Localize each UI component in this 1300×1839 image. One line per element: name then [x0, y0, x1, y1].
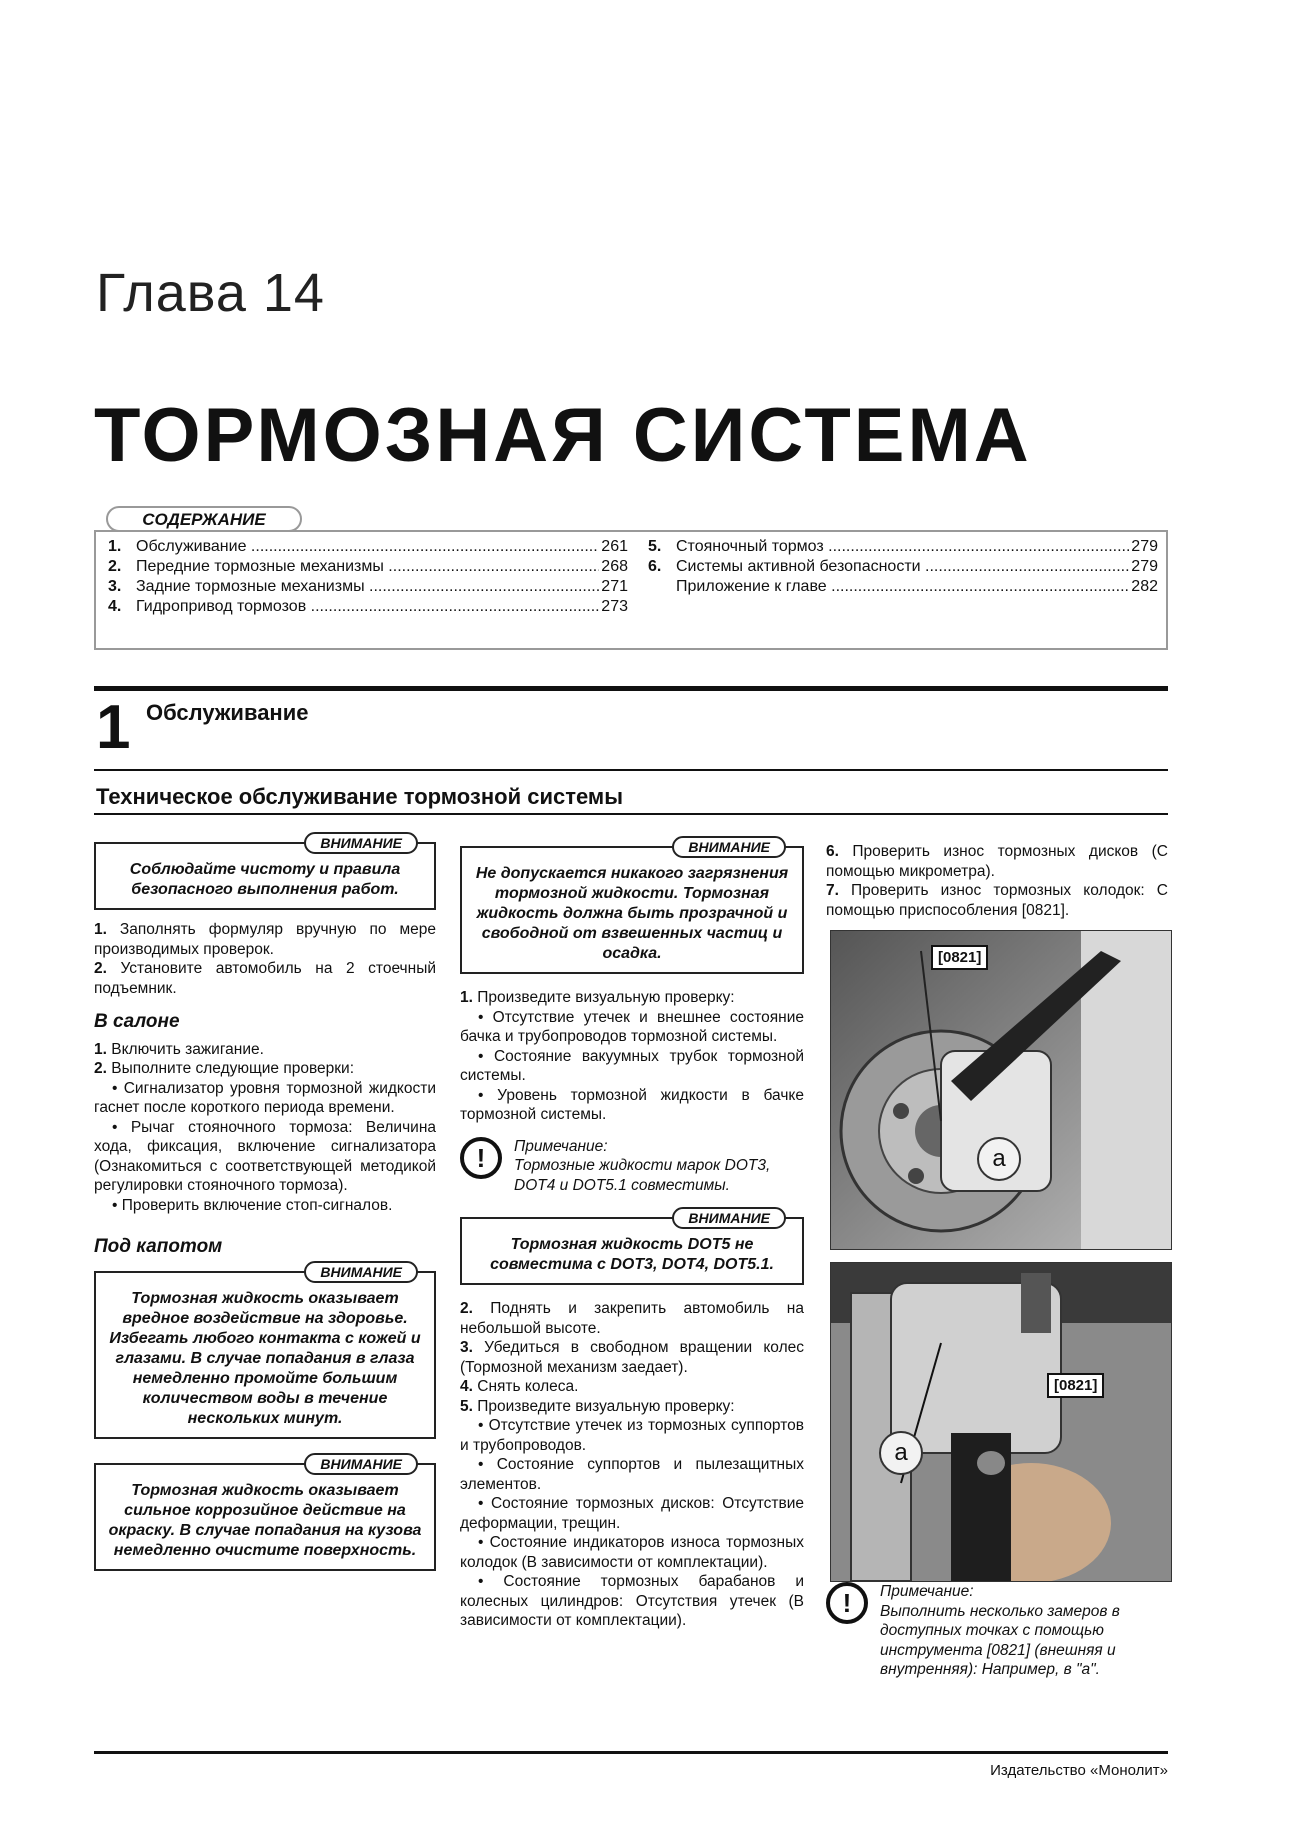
note-text: Выполнить несколько замеров в доступных точках с помощью инструмента [0821] (внешняя и внутренняя): Например, в "а". — [880, 1602, 1120, 1678]
bullet-item: • Рычаг стояночного тормоза: Величина хода, фиксация, включение сигнализатора (Ознакомиться с соответствующей методикой регулировки стояночного тормоза). — [94, 1118, 436, 1194]
step-item: 2. Установите автомобиль на 2 стоечный подъемник. — [94, 960, 436, 997]
bullet-item: • Состояние суппортов и пылезащитных элементов. — [460, 1456, 804, 1493]
chapter-label: Глава 14 — [96, 263, 325, 323]
step-item: 6. Проверить износ тормозных дисков (С помощью микрометра). — [826, 843, 1168, 880]
section-rule — [94, 686, 1168, 691]
brake-disc-photo-2 — [830, 1262, 1172, 1582]
note-text: Тормозные жидкости марок DOT3, DOT4 и DOT5.1 совместимы. — [514, 1157, 771, 1194]
toc-label: СОДЕРЖАНИЕ — [106, 506, 302, 532]
warning-box — [460, 839, 804, 974]
caliper-illustration — [831, 1263, 1171, 1581]
toc-item[interactable]: 1. Обслуживание ..... 261 — [108, 537, 628, 557]
callout-marker: a — [977, 1137, 1021, 1181]
exclamation-icon: ! — [826, 1582, 868, 1624]
warning-text: Соблюдайте чистоту и правила безопасного выполнения работ. — [129, 861, 401, 898]
toc-item[interactable]: 4. Гидропривод тормозов ..... 273 — [108, 597, 628, 617]
brake-disc-illustration — [831, 931, 1171, 1249]
tool-tag: [0821] — [1047, 1373, 1104, 1398]
exclamation-icon: ! — [460, 1137, 502, 1179]
subheading-hood: Под капотом — [94, 1236, 223, 1257]
warning-label: ВНИМАНИЕ — [672, 836, 786, 858]
section-title: Обслуживание — [146, 700, 309, 725]
publisher-footer: Издательство «Монолит» — [990, 1762, 1168, 1779]
step-item: 2. Выполните следующие проверки: — [94, 1060, 355, 1077]
column-2 — [460, 839, 804, 1631]
bullet-item: • Проверить включение стоп-сигналов. — [112, 1196, 393, 1214]
step-item: 4. Снять колеса. — [460, 1378, 579, 1395]
bullet-item: • Состояние вакуумных трубок тормозной системы. — [460, 1047, 804, 1084]
warning-label: ВНИМАНИЕ — [304, 1453, 418, 1475]
note-label: Примечание: — [514, 1137, 608, 1155]
step-item: 1. Произведите визуальную проверку: — [460, 989, 735, 1006]
note-block — [460, 1137, 804, 1196]
subsection-title: Техническое обслуживание тормозной системы — [96, 784, 623, 809]
warning-label: ВНИМАНИЕ — [672, 1207, 786, 1229]
step-item: 2. Поднять и закрепить автомобиль на небольшой высоте. — [460, 1300, 804, 1337]
subheading-salon: В салоне — [94, 1011, 180, 1032]
warning-text: Тормозная жидкость оказывает вредное воздействие на здоровье. Избегать любого контакта с кожей и глазами. В случае попадания в глаза немедленно промойте большим количеством воды в течение нескольких минут. — [109, 1289, 421, 1427]
toc-item[interactable]: 6. Системы активной безопасности ..... 279 — [648, 557, 1158, 577]
warning-box — [94, 1263, 436, 1439]
warning-label: ВНИМАНИЕ — [304, 1261, 418, 1283]
bullet-item: • Отсутствие утечек из тормозных суппортов и трубопроводов. — [460, 1417, 804, 1454]
note-label: Примечание: — [880, 1583, 974, 1600]
section-number: 1 — [96, 693, 131, 762]
subsection-rule-bottom — [94, 813, 1168, 815]
footer-rule — [94, 1751, 1168, 1754]
bullet-item: • Уровень тормозной жидкости в бачке тормозной системы. — [460, 1086, 804, 1123]
page-title: ТОРМОЗНАЯ СИСТЕМА — [94, 393, 1032, 478]
step-item: 3. Убедиться в свободном вращении колес (Тормозной механизм заедает). — [460, 1339, 804, 1376]
toc-item[interactable]: Приложение к главе ..... 282 — [648, 577, 1158, 597]
tool-tag: [0821] — [931, 945, 988, 970]
bullet-item: • Отсутствие утечек и внешнее состояние бачка и трубопроводов тормозной системы. — [460, 1008, 804, 1045]
bullet-item: • Сигнализатор уровня тормозной жидкости гаснет после короткого периода времени. — [94, 1079, 436, 1116]
warning-box — [94, 835, 436, 910]
column-3 — [826, 842, 1168, 920]
step-item: 1. Заполнять формуляр вручную по мере производимых проверок. — [94, 921, 436, 958]
column-3-note — [826, 1582, 1168, 1692]
subsection-rule-top — [94, 769, 1168, 771]
step-item: 5. Произведите визуальную проверку: — [460, 1397, 735, 1415]
warning-text: Не допускается никакого загрязнения тормозной жидкости. Тормозная жидкость должна быть прозрачной и свободной от взвешенных частиц и осадка. — [475, 865, 789, 962]
note-block — [826, 1582, 1168, 1680]
toc-item[interactable]: 3. Задние тормозные механизмы ..... 271 — [108, 577, 628, 597]
step-item: 1. Включить зажигание. — [94, 1040, 264, 1058]
bullet-item: • Состояние тормозных дисков: Отсутствие деформации, трещин. — [460, 1495, 804, 1532]
bullet-item: • Состояние тормозных барабанов и колесных цилиндров: Отсутствия утечек (В зависимости от комплектации). — [460, 1573, 804, 1629]
warning-text: Тормозная жидкость оказывает сильное коррозийное действие на окраску. В случае попадания на кузова немедленно очистите поверхность. — [108, 1481, 422, 1559]
warning-box — [94, 1455, 436, 1571]
brake-disc-photo-1 — [830, 930, 1172, 1250]
step-item: 7. Проверить износ тормозных колодок: С помощью приспособления [0821]. — [826, 882, 1168, 919]
bullet-item: • Состояние индикаторов износа тормозных колодок (В зависимости от комплектации). — [460, 1534, 804, 1571]
warning-label: ВНИМАНИЕ — [304, 832, 418, 854]
column-1 — [94, 835, 436, 1571]
warning-text: Тормозная жидкость DOT5 не совместима с DOT3, DOT4, DOT5.1. — [490, 1236, 774, 1273]
toc-item[interactable]: 2. Передние тормозные механизмы ..... 268 — [108, 557, 628, 577]
toc-item[interactable]: 5. Стояночный тормоз ..... 279 — [648, 537, 1158, 557]
callout-marker: a — [879, 1431, 923, 1475]
warning-box — [460, 1210, 804, 1285]
